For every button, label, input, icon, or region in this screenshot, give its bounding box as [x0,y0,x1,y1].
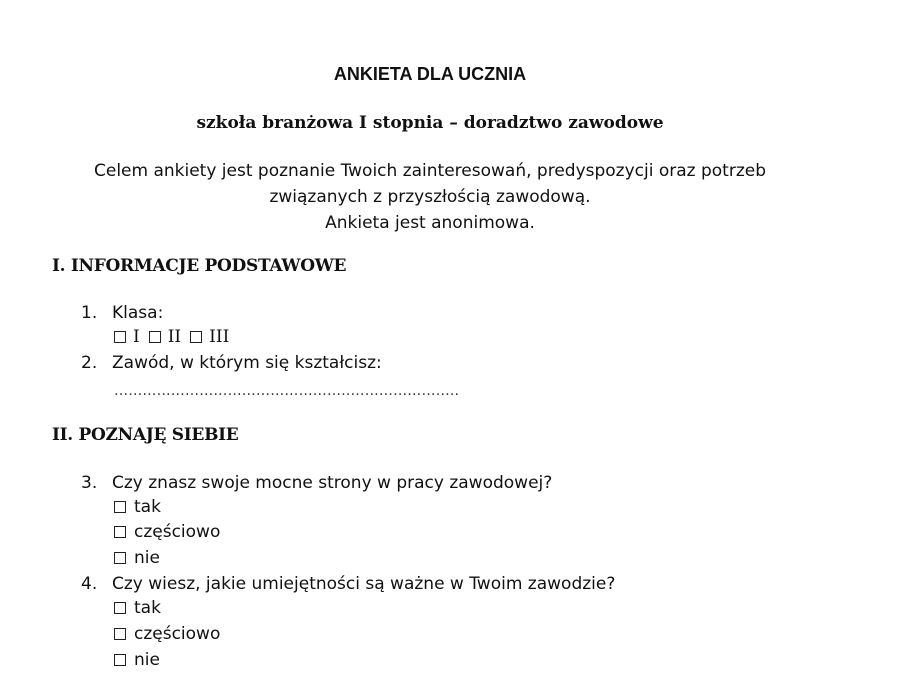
document-subtitle: szkoła branżowa I stopnia – doradztwo zawodowe [196,113,664,133]
checkbox-q3-tak[interactable] [114,501,126,513]
checkbox-q4-nie[interactable] [114,654,126,666]
question-text: Zawód, w którym się kształcisz: [112,353,382,373]
intro-line: Ankieta jest anonimowa. [325,213,535,233]
option-label: częściowo [134,624,221,644]
checkbox-q4-tak[interactable] [114,602,126,614]
section-heading-basic-info: I. INFORMACJE PODSTAWOWE [52,256,347,276]
question-3 [81,473,552,493]
option-q3-nie [114,548,160,568]
checkbox-q3-czesciowo[interactable] [114,526,126,538]
question-1 [81,303,163,323]
section-heading-self-knowledge: II. POZNAJĘ SIEBIE [52,425,239,445]
option-label: I [133,327,140,347]
option-label: nie [134,650,160,670]
checkbox-q3-nie[interactable] [114,552,126,564]
option-label: tak [134,497,161,517]
answer-line-profession[interactable]: …………………………………………..………………….. [114,383,460,399]
question-number: 2. [81,353,98,373]
option-label: III [209,327,230,347]
question-4 [81,574,615,594]
checkbox-class-i[interactable] [114,331,126,343]
checkbox-class-ii[interactable] [149,331,161,343]
question-text: Klasa: [112,303,164,323]
option-q3-tak [114,497,161,517]
question-text: Czy znasz swoje mocne strony w pracy zawodowej? [112,473,553,493]
question-number: 4. [81,574,98,594]
document-title: ANKIETA DLA UCZNIA [333,64,527,84]
intro-text [0,158,860,236]
question-number: 1. [81,303,98,323]
class-options [114,327,238,347]
option-label: częściowo [134,522,221,542]
checkbox-q4-czesciowo[interactable] [114,628,126,640]
option-q4-tak [114,598,161,618]
checkbox-class-iii[interactable] [190,331,202,343]
intro-line: związanych z przyszłością zawodową. [269,187,591,207]
option-q3-czesciowo [114,522,220,542]
option-q4-nie [114,650,160,670]
question-text: Czy wiesz, jakie umiejętności są ważne w Twoim zawodzie? [112,574,616,594]
question-number: 3. [81,473,98,493]
option-q4-czesciowo [114,624,220,644]
option-label: tak [134,598,161,618]
intro-line: Celem ankiety jest poznanie Twoich zainteresowań, predyspozycji oraz potrzeb [93,161,767,181]
question-2 [81,353,382,373]
option-label: nie [134,548,160,568]
option-label: II [167,327,182,347]
